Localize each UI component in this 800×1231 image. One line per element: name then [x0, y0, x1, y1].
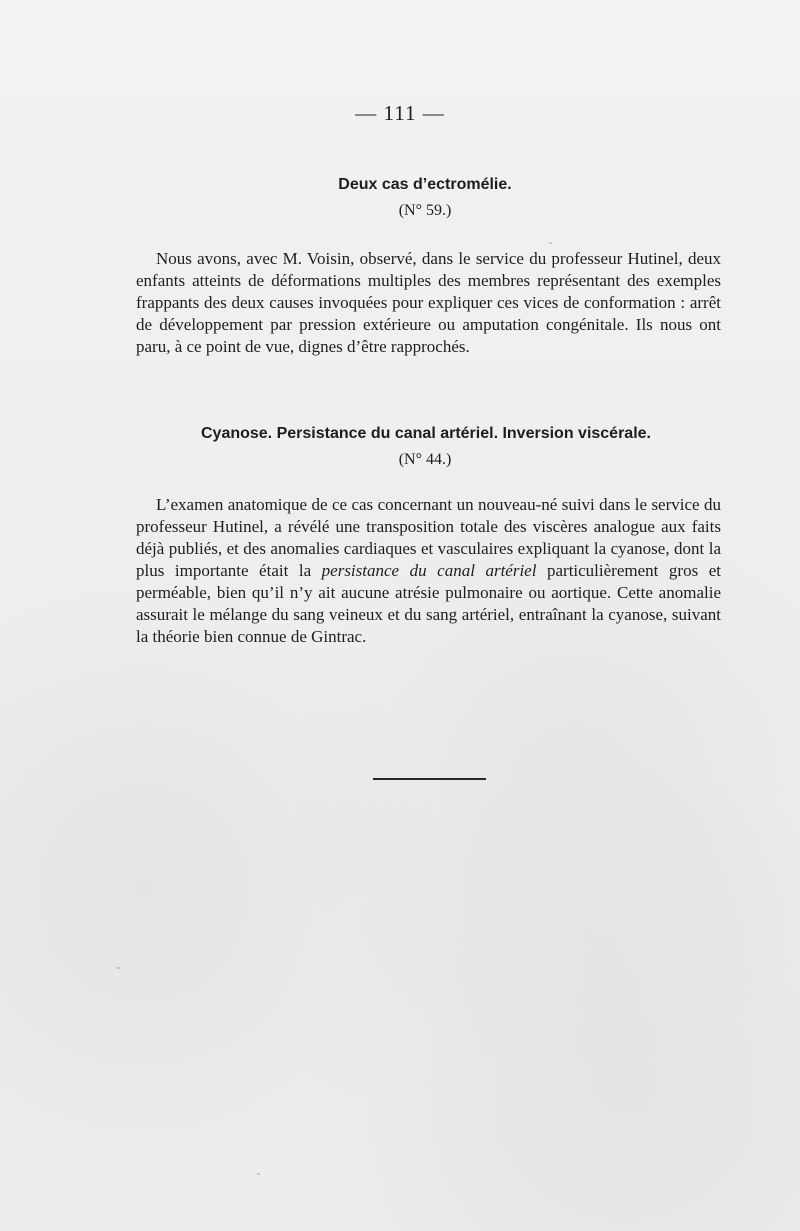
print-speck — [549, 242, 552, 244]
print-speck — [257, 1173, 260, 1175]
section-title-cyanose: Cyanose. Persistance du canal artériel. Inversion viscérale. — [200, 425, 651, 442]
paragraph-ectromelie — [136, 248, 721, 358]
paragraph-cyanose — [136, 494, 721, 648]
paragraph-cyanose-text — [136, 494, 721, 648]
page-number: — 111 — — [355, 101, 445, 125]
paragraph-cyanose-italic-term: persistance du canal artériel — [321, 561, 537, 580]
paragraph-cyanose-after-italic: particulièrement gros et perméable, bien qu’il n’y ait aucune atrésie pulmonaire ou aortique. Cette anomalie assurait le mélange du sang veineux et du sang artériel, entraînant la cyanose, suivant la théorie bien connue de Gintrac. — [136, 561, 721, 646]
paragraph-ectromelie-text: Nous avons, avec M. Voisin, observé, dans le service du professeur Hutinel, deux enfants atteints de déformations multiples des membres représentant des exemples frappants des deux causes invoquées pour expliquer ces vices de conformation : arrêt de développement par pression extérieure ou amputation congénitale. Ils nous ont paru, à ce point de vue, dignes d’être rapprochés. — [136, 249, 721, 356]
section-number-44: (N° 44.) — [398, 451, 452, 468]
section-title-ectromelie: Deux cas d’ectromélie. — [338, 176, 512, 193]
paragraph-cyanose-before-italic: L’examen anatomique de ce cas concernant un nouveau-né suivi dans le service du professeur Hutinel, a révélé une transposition totale des viscères analogue aux faits déjà publiés, et des anomalies cardiaques et vasculaires expliquant la cyanose, dont la plus importante était la — [136, 495, 721, 580]
closing-rule — [373, 778, 486, 780]
bleed-through-text-bottom — [110, 644, 730, 1114]
section-number-59: (N° 59.) — [398, 202, 452, 219]
print-speck — [117, 967, 120, 969]
